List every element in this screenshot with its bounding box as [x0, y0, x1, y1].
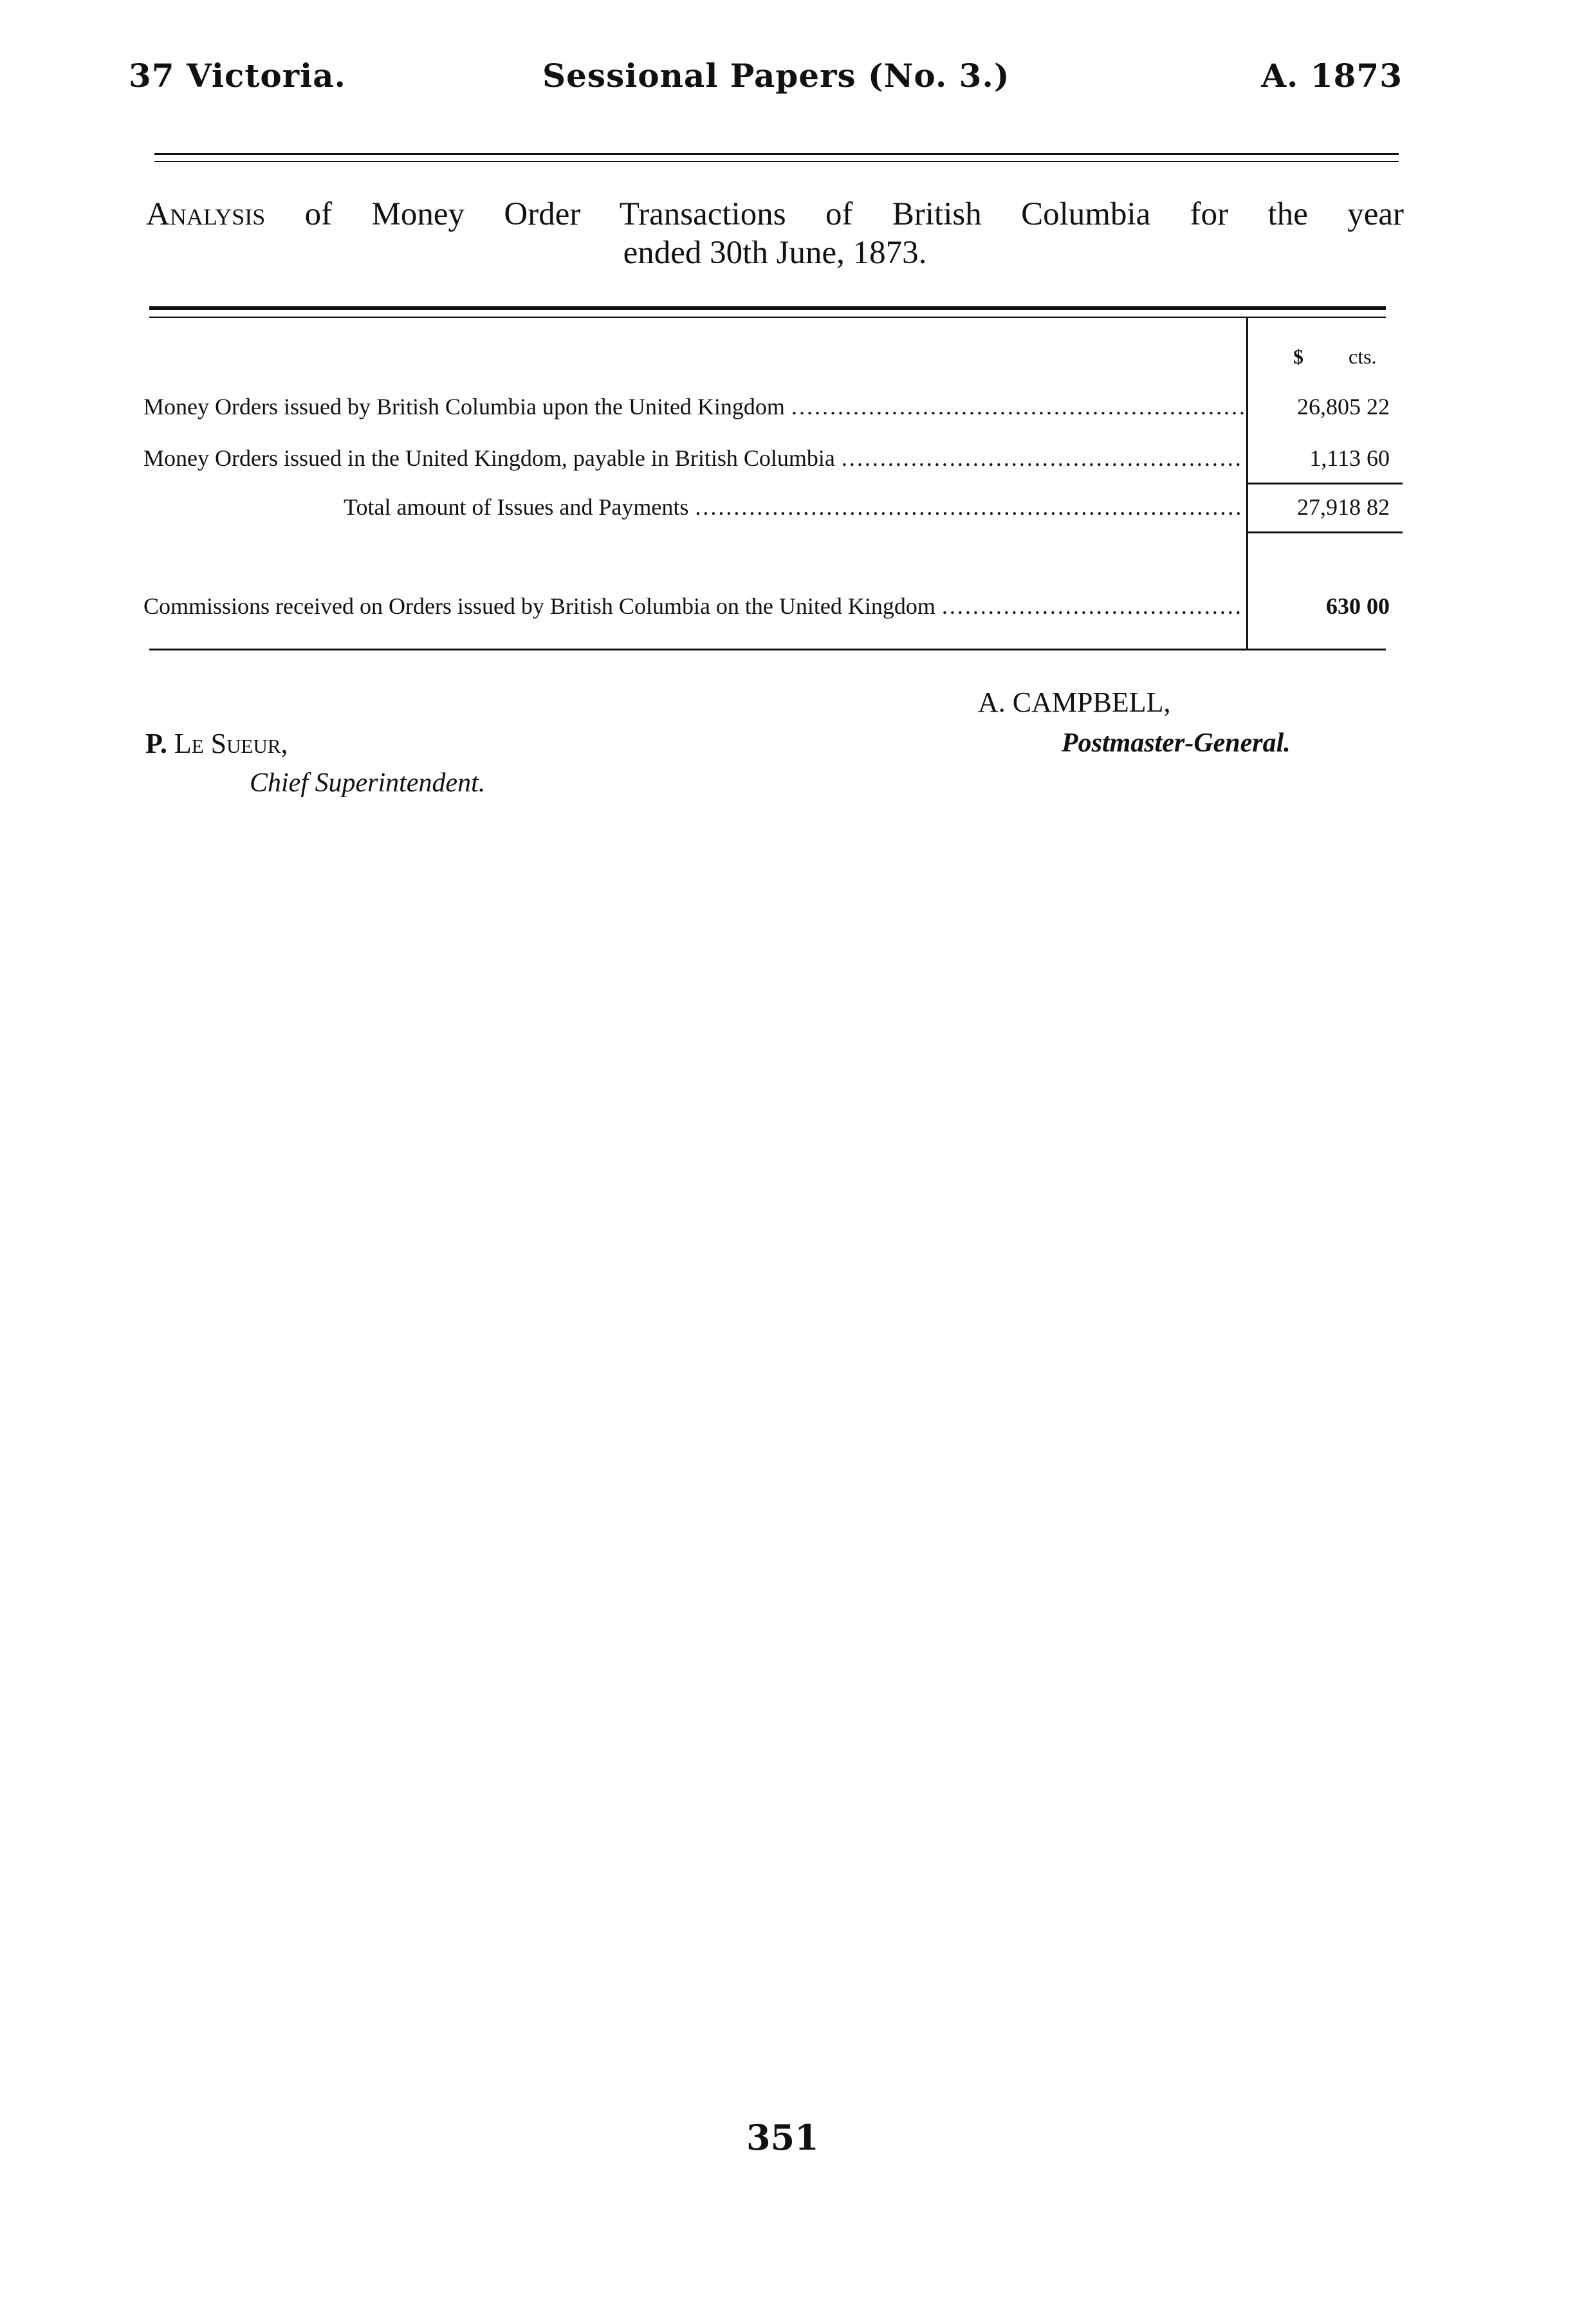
- header-rule-bottom: [154, 161, 1399, 162]
- dot-leader: [942, 592, 1244, 620]
- signature-right-title: Postmaster-General.: [1062, 728, 1291, 758]
- total-label-text: Total amount of Issues and Payments: [344, 494, 689, 520]
- signature-left-title: Chief Superintendent.: [250, 768, 486, 798]
- row-label-text: Money Orders issued in the United Kingdom, payable in British Columbia: [143, 445, 835, 471]
- running-header-right: A. 1873: [1261, 57, 1403, 95]
- unit-dollars: $: [1293, 345, 1303, 368]
- dot-leader: [842, 444, 1244, 472]
- title-line-1-text: of Money Order Transactions of British Columbia for the year: [265, 196, 1404, 232]
- total-amount: 27,918 82: [1297, 494, 1390, 520]
- header-rule-top: [154, 153, 1399, 155]
- signature-left-initial: P.: [145, 728, 174, 759]
- row-label-text: Money Orders issued by British Columbia upon the United Kingdom: [143, 394, 785, 420]
- row-amount: 1,113 60: [1309, 445, 1390, 471]
- table-rule-top-thick: [149, 306, 1386, 310]
- dot-leader: [791, 392, 1244, 421]
- total-underline: [1248, 531, 1403, 533]
- page-number: 351: [746, 2117, 819, 2158]
- commission-amount: 630 00: [1326, 593, 1390, 619]
- title-line-1: [146, 195, 1404, 234]
- running-header-center: Sessional Papers (No. 3.): [542, 57, 1010, 95]
- sum-rule: [1248, 483, 1403, 484]
- commission-label-text: Commissions received on Orders issued by British Columbia on the United Kingdom: [143, 593, 935, 619]
- running-header-left: 37 Victoria.: [129, 57, 346, 95]
- table-rule-bottom: [149, 649, 1386, 650]
- title-line-2: ended 30th June, 1873.: [623, 235, 927, 271]
- title-lead: Analysis: [146, 196, 266, 232]
- signature-left-name: [145, 727, 288, 761]
- signature-right-name: A. CAMPBELL,: [978, 687, 1171, 718]
- signature-left-surname: Le Sueur,: [174, 728, 288, 759]
- total-row-label: [344, 493, 1244, 521]
- dot-leader: [695, 493, 1244, 521]
- commission-row-label: [143, 592, 1244, 620]
- table-rule-top-thin: [149, 317, 1386, 318]
- row-amount: 26,805 22: [1297, 394, 1390, 420]
- table-row-label: [143, 392, 1244, 421]
- table-row-label: [143, 444, 1244, 472]
- unit-cents: cts.: [1349, 345, 1377, 368]
